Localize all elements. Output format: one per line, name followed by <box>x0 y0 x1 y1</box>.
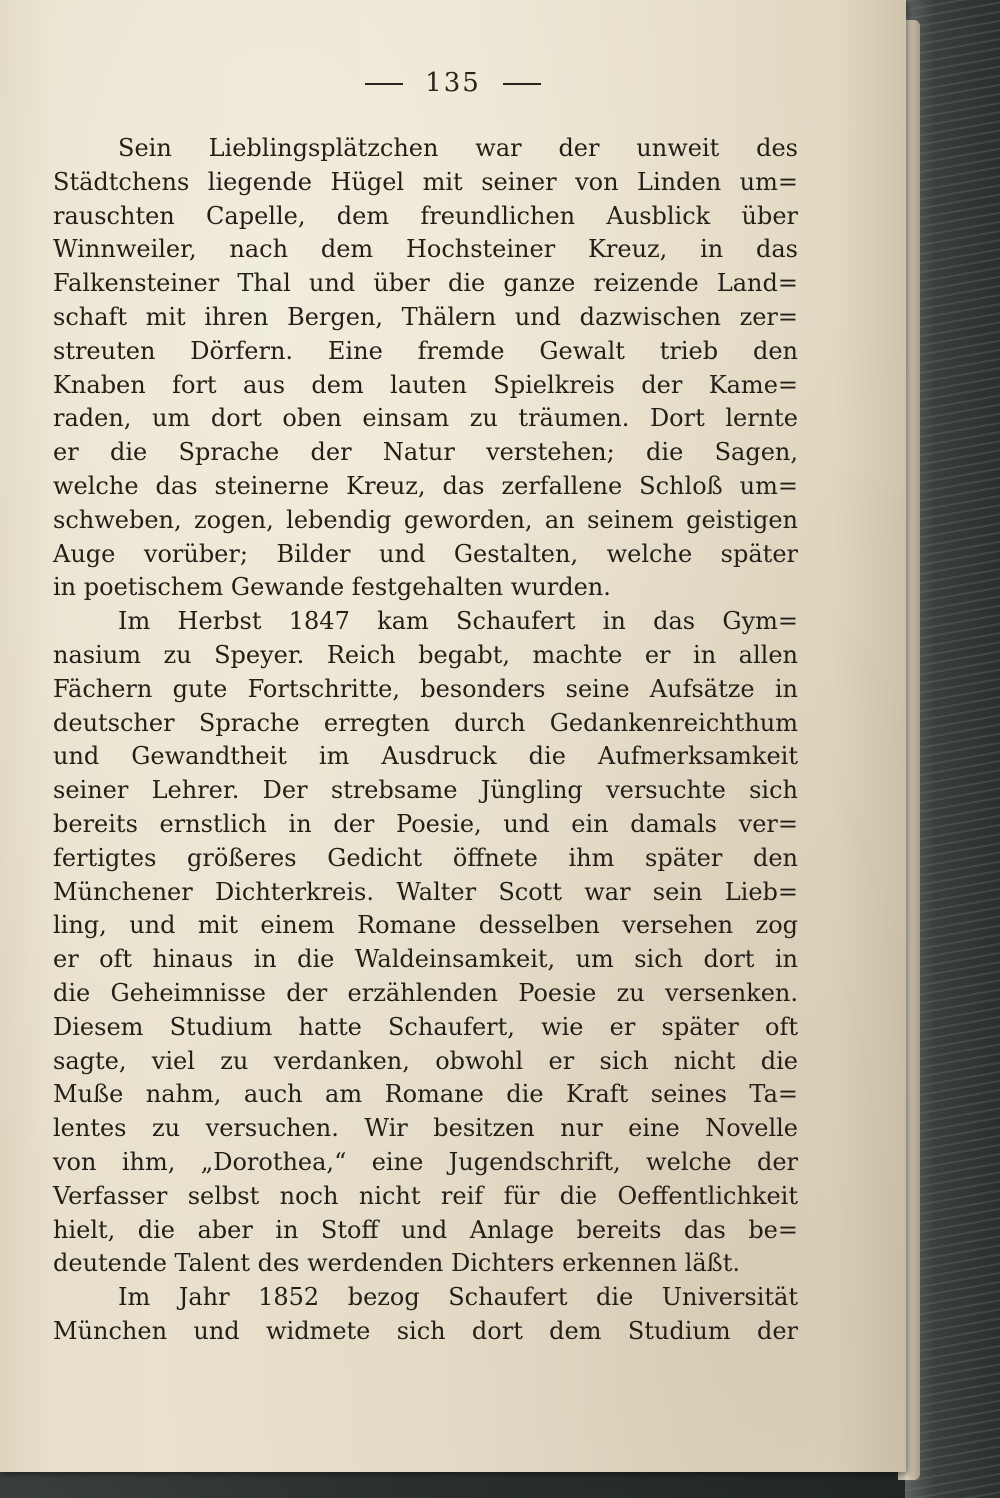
text-line: bereits ernstlich in der Poesie, und ein damals ver= <box>53 809 798 838</box>
text-line: Knaben fort aus dem lauten Spielkreis der Kame= <box>53 370 798 399</box>
text-line: rauschten Capelle, dem freundlichen Ausblick über <box>53 201 798 230</box>
text-line: schaft mit ihren Bergen, Thälern und dazwischen zer= <box>53 302 798 331</box>
text-line: welche das steinerne Kreuz, das zerfallene Schloß um= <box>53 471 798 500</box>
text-line: in poetischem Gewande festgehalten wurden. <box>53 573 611 602</box>
text-line: hielt, die aber in Stoff und Anlage bereits das be= <box>53 1215 798 1244</box>
text-line: die Geheimnisse der erzählenden Poesie zu versenken. <box>53 978 798 1007</box>
text-line: Falkensteiner Thal und über die ganze reizende Land= <box>53 269 798 298</box>
text-line: Diesem Studium hatte Schaufert, wie er später oft <box>53 1012 798 1041</box>
text-line: Verfasser selbst noch nicht reif für die Oeffentlichkeit <box>53 1181 798 1210</box>
text-line: Im Herbst 1847 kam Schaufert in das Gym= <box>118 607 798 636</box>
text-line: Städtchens liegende Hügel mit seiner von Linden um= <box>53 167 798 196</box>
text-line: Im Jahr 1852 bezog Schaufert die Universität <box>118 1283 798 1312</box>
text-line: er die Sprache der Natur verstehen; die Sagen, <box>53 438 798 467</box>
page-number: 135 <box>425 68 481 98</box>
text-line: deutscher Sprache erregten durch Gedankenreichthum <box>53 708 798 737</box>
text-line: Fächern gute Fortschritte, besonders seine Aufsätze in <box>53 674 798 703</box>
text-line: Auge vorüber; Bilder und Gestalten, welche später <box>53 539 798 568</box>
text-line: Winnweiler, nach dem Hochsteiner Kreuz, in das <box>53 235 798 264</box>
page-header <box>0 68 906 98</box>
text-line: München und widmete sich dort dem Studium der <box>53 1316 798 1345</box>
text-line: schweben, zogen, lebendig geworden, an seinem geistigen <box>53 505 798 534</box>
text-line: Muße nahm, auch am Romane die Kraft seines Ta= <box>53 1080 798 1109</box>
text-line: deutende Talent des werdenden Dichters erkennen läßt. <box>53 1249 740 1278</box>
text-line: raden, um dort oben einsam zu träumen. Dort lernte <box>53 404 798 433</box>
text-line: er oft hinaus in die Waldeinsamkeit, um sich dort in <box>53 945 798 974</box>
text-line: Sein Lieblingsplätzchen war der unweit des <box>118 134 798 162</box>
text-line: nasium zu Speyer. Reich begabt, machte er in allen <box>53 640 798 669</box>
text-line: sagte, viel zu verdanken, obwohl er sich nicht die <box>53 1046 798 1075</box>
text-line: lentes zu versuchen. Wir besitzen nur eine Novelle <box>53 1114 798 1143</box>
text-line: von ihm, „Dorothea,“ eine Jugendschrift, welche der <box>53 1147 798 1176</box>
text-line: streuten Dörfern. Eine fremde Gewalt trieb den <box>53 336 798 365</box>
text-line: und Gewandtheit im Ausdruck die Aufmerksamkeit <box>53 742 798 771</box>
body-text <box>53 132 798 1349</box>
text-line: ling, und mit einem Romane desselben versehen zog <box>53 911 798 940</box>
header-dash-left <box>365 83 403 85</box>
text-line: Münchener Dichterkreis. Walter Scott war sein Lieb= <box>53 877 798 906</box>
text-line: fertigtes größeres Gedicht öffnete ihm später den <box>53 843 798 872</box>
header-dash-right <box>503 83 541 85</box>
text-line: seiner Lehrer. Der strebsame Jüngling versuchte sich <box>53 776 798 805</box>
